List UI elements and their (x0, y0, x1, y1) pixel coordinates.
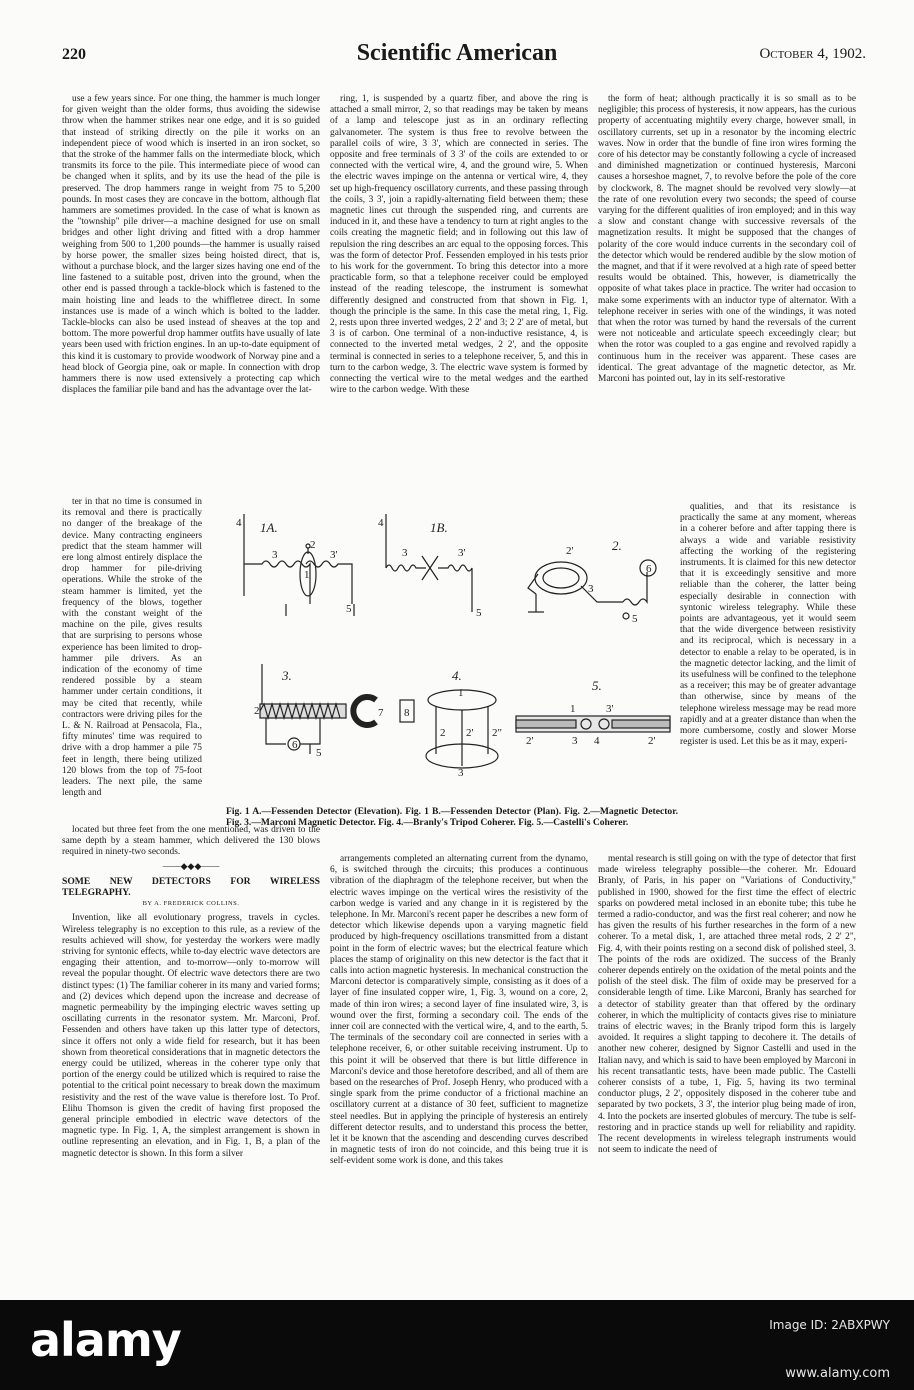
svg-text:5: 5 (346, 603, 352, 615)
section-divider: ——◆◆◆—— (162, 860, 220, 871)
detector-diagrams (226, 504, 674, 796)
svg-text:3': 3' (606, 703, 614, 715)
svg-text:5: 5 (632, 613, 638, 625)
fig-5-label: 5. (592, 678, 602, 693)
svg-text:4: 4 (236, 517, 242, 529)
svg-text:3: 3 (588, 583, 594, 595)
svg-text:2': 2' (648, 735, 656, 747)
fig-1b-diagram (378, 514, 482, 619)
body-text: use a few years since. For one thing, the hammer is much longer for given weight than the older forms, thus avoiding the sidewise throw when the hammer strikes near one edge, and it is so guided that instead of striking directly on the pile it works on an independent piece of wood which is inserted in an iron socket, so that the stroke of the hammer falls on the intermediate block, which transmits its force to the pile. This intermediate piece of wood can be changed when it splits, and by its use the head of the pile is preserved. The drop hammers range in weight from 75 to 5,200 pounds. In most cases they are concave in the bottom, although flat hammers are sometimes provided. In the case of what is known as the "township" pile driver—a machine designed for use on small bridges and other light driving and fitted with a drop hammer weighing from 500 to 1,200 pounds—the hammer is usually raised by horse power, the smaller sizes being hoisted direct, that is, without a purchase block, and the larger sizes having one end of the line fastened to a suitable post, driven into the ground, when the other end is passed through a tackle-block which is fastened to the main hoisting line and leads to the whiffletree direct. In some instances use is made of a winch which is bolted to the ladder. Tackle-blocks can also be used instead of sheaves at the top and bottom. The more powerful drop hammer outfits have usually of late years been used with friction engines. In an up-to-date equipment of this kind it is customary to provide woodwork of Norway pine and a head block of Georgia pine, oak or maple. In connection with drop hammers there is now used extensively a protecting cap which displaces the familiar pile band and has the advantage over the lat- (62, 94, 320, 396)
fig-4-diagram (426, 668, 502, 779)
body-text: the form of heat; although practically it is so small as to be negligible; this process of hysteresis, it now appears, has the curious property of accentuating mightily every charge, however small, in oscillatory currents, set up in a resonator by the incoming electric waves. Now in order that the bundle of fine iron wires forming the core of his detector may be constantly following a cycle of increased and diminished magnetization or continued hysteresis, Marconi causes a horseshoe magnet, 7, to revolve before the pole of the core by clockwork, 8. The magnet should be revolved very slowly—at the rate of one revolution every two seconds; the speed of course varying for the different qualities of iron employed; and in this way a slow and constant change with successive reversals of the magnetization results. It might be supposed that the changes of polarity of the core would induce currents in the secondary coil of the detector which would be rendered audible by the slow motion of the magnet, and that if it were revolved at a high rate of speed better results would be obtained. This, however, is diametrically the opposite of what takes place in practice. The writer had occasion to make some experiments with an inductor type of alternator. With a telephone receiver in series with one of the windings, it was noted that when the rotor was turned by hand the reversals of the current were not noticeable and articulate speech exceedingly clear; but when the rotor was coupled to a gas engine and revolved rapidly a continuous hum in the receiver was apparent. These cases are identical. The great advantage of the magnetic detector, as Mr. Marconi has pointed out, lay in its self-restorative (598, 94, 856, 385)
svg-text:2: 2 (254, 705, 260, 717)
body-text: Invention, like all evolutionary progress, travels in cycles. Wireless telegraphy is no exception to this rule, as a review of the results achieved will show, for yesterday the workers were madly striving for syntonic effects, while to-day electric wave detectors are engaging their attention, and to-morrow—only to-morrow will reveal the popular thought. Of electric wave detectors there are two distinct types: (1) The familiar coherer in its many and varied forms; and (2) devices which depend upon the increase and decrease of magnetic permeability by the impinging electric waves setting up oscillating currents in the resonator system. Mr. Marconi, Prof. Fessenden and others have taken up this latter type of detectors, since it offers not only a wide field for research, but it has been shown from theoretical considerations that in magnetic detectors the energy could be utilized, whereas in the coherer type only that portion of the energy could be utilized which is required to raise the potential to the critical point necessary to break down the maximum resistivity and the rest of the wave value is therefore lost. To Prof. Elihu Thomson is given the credit of having first proposed the general principle embodied in electric wave detectors of the magnetic type. In Fig. 1, A, the simplest arrangement is shown in outline representing an elevation, and in Fig. 1, B, a plan of the magnetic detector is shown. In this form a silver (62, 913, 320, 1159)
svg-text:5: 5 (476, 607, 482, 619)
fig-2-diagram (528, 538, 656, 625)
svg-text:1: 1 (458, 687, 464, 699)
fig-2-label: 2. (612, 538, 622, 553)
svg-text:3: 3 (458, 767, 464, 779)
svg-text:2": 2" (492, 727, 502, 739)
body-text: mental research is still going on with the type of detector that first made wireless telegraphy possible—the coherer. Mr. Edouard Branly, of Paris, in his paper on "Variations of Conductivity," published in 1900, showed for the first time the effect of electric sparks on powdered metal inclosed in an ebonite tube; this tube he termed a radio-conductor, and was the first real coherer; and now he has given the results of his further researches in the form of a new coherer. To a metal disk, 1, are attached three metal rods, 2 2' 2", Fig. 4, with their points resting on a second disk of polished steel, 3. The points of the rods are oxidized. The success of the Branly coherer depends entirely on the oxidation of the metal points and the polish of the steel disk. The film of oxide may be preserved for a considerable length of time. Like Marconi, Branly has searched for a detector of stability greater than that offered by the ordinary coherer, in which the multiplicity of contacts gives rise to miniature trains of electric waves; in the Branly tripod form this is largely avoided. It requires a slight tapping to decohere it. The details of another new coherer, designed by Signor Castelli and used in the Italian navy, and which is said to have been employed by Marconi in his recent transatlantic tests, have been made public. The Castelli coherer consists of a tube, 1, Fig. 5, having its two terminal conductor plugs, 2 2', oppositely disposed in the coherer tube and separated by two pockets, 3 3', the interior plug being made of iron, 4. Into the pockets are inserted globules of mercury. The tube is self-restoring and in practice stands up well for reliability and rapidity. The recent developments in wireless telegraph instruments would not seem to indicate the need of (598, 854, 856, 1156)
svg-text:1: 1 (304, 569, 310, 581)
alamy-logo: alamy (30, 1313, 181, 1367)
svg-text:6: 6 (292, 739, 298, 751)
article-byline: BY A. FREDERICK COLLINS. (142, 900, 240, 908)
fig-1a-label: 1A. (260, 520, 278, 535)
svg-text:2': 2' (566, 545, 574, 557)
column-3-narrow (680, 502, 856, 848)
column-1-top (62, 94, 320, 495)
issue-date: October 4, 1902. (759, 46, 866, 62)
column-3-top (598, 94, 856, 498)
svg-text:2': 2' (526, 735, 534, 747)
fig-1b-label: 1B. (430, 520, 448, 535)
figure-caption: Fig. 1 A.—Fessenden Detector (Elevation). Fig. 1 B.—Fessenden Detector (Plan). Fig. 2.—Magnetic Detector. Fig. 3.—Marconi Magnetic Detector. Fig. 4.—Branly's Tripod Coherer. Fig. 5.—Castelli's Coherer. (226, 806, 678, 828)
body-text: located but three feet from the one mentioned, was driven to the same depth by a steam hammer, which delivered the 130 blows required in ninety-two seconds. (62, 825, 320, 858)
site-url: www.alamy.com (785, 1366, 890, 1381)
svg-text:3': 3' (330, 549, 338, 561)
svg-text:4: 4 (378, 517, 384, 529)
svg-text:2: 2 (310, 539, 316, 551)
body-text: ring, 1, is suspended by a quartz fiber, and above the ring is attached a small mirror, 2, so that readings may be taken by means of a lamp and telescope just as in an ordinary reflecting galvanometer. The system is thus free to revolve between the parallel coils of wire, 3 3', which are connected in series. The opposite and free terminals of 3 3' of the coils are extended to or connected with the vertical wire, 4, and the ground wire, 5. When the electric waves impinge on the antenna or vertical wire, 4, they set up high-frequency oscillatory currents, and these passing through the coils, 3 3', join a rapidly-alternating field between them; these magnetic lines cut through the suspended ring, and currents are induced in it, and these have a tendency to turn at right angles to the coils creating the magnetic field; and in following out this law of repulsion the ring describes an arc equal to the opposing forces. This was the form of detector Prof. Fessenden employed in his tests prior to his work for the government. To bring this detector into a more practicable form, so that a telephone receiver could be employed instead of the reading telescope, the instrument is somewhat differently designed and constructed from that shown in Fig. 1, though the principle is the same. In this case the metal ring, 1, Fig. 2, rests upon three inverted wedges, 2 2' and 3; 2 2' are of metal, but 3 is of carbon. One terminal of a non-inductive resistance, 4, is connected to the inverted metal wedges, 2 2', and the opposite terminal is connected in series to a telephone receiver, 5, and this in turn to the carbon wedge, 3. The electric wave system is formed by connecting the vertical wire to the metal wedges and the earthed wire to the carbon wedge. With these (330, 94, 588, 396)
svg-text:3: 3 (402, 547, 408, 559)
svg-text:7: 7 (378, 707, 384, 719)
fig-4-label: 4. (452, 668, 462, 683)
column-3-bottom (598, 854, 856, 1293)
svg-text:3: 3 (272, 549, 278, 561)
body-text: qualities, and that its resistance is practically the same at any moment, whereas in a coherer before and after tapping there is always a wide and variable resistivity affecting the working of the registering instruments. It is claimed for this new detector that it is exceedingly sensitive and more reliable than the coherer, the latter being especially desirable in connection with syntonic wireless telegraphy. While these points are advantageous, yet it would seem that the wide divergence between resistivity and its reciprocal, which is necessary in a detector to enable a relay to be operated, is in the magnetic detector lacking, and the limit of its usefulness will be confined to the telephone as a receiver; this may be of greater advantage than otherwise, since by means of the telephone wireless message may be read more rapidly and at a greater distance than when the more cumbersome, costly and slower Morse register is used. Let this be as it may, experi- (680, 502, 856, 748)
column-2-bottom (330, 854, 588, 1293)
masthead: Scientific American (356, 40, 558, 66)
svg-text:3: 3 (572, 735, 578, 747)
svg-text:6: 6 (646, 563, 652, 575)
fig-5-diagram (516, 678, 670, 747)
fig-3-diagram (254, 664, 414, 759)
svg-text:4: 4 (594, 735, 600, 747)
column-1-bottom (62, 825, 320, 1293)
svg-text:3': 3' (458, 547, 466, 559)
column-1-narrow (62, 497, 202, 823)
article-headline: SOME NEW DETECTORS FOR WIRELESS TELEGRAPHY. (62, 875, 320, 899)
body-text: arrangements completed an alternating current from the dynamo, 6, is switched through the circuits; this produces a continuous vibration of the diaphragm of the telephone receiver, but when the electric waves impinge on the vertical wires the resistivity of the carbon wedge is varied and any change in it is registered by the telephone. In Mr. Marconi's recent paper he describes a new form of detector which likewise depends upon a varying magnetic field produced by high-frequency oscillations transmitted from a distant point in the form of electric waves; but the electrical feature which places the stamp of originality on this new detector is the fact that it calls into action magnetic hysteresis. In mechanical construction the Marconi detector is comparatively simple, consisting as it does of a layer of fine insulated copper wire, 1, Fig. 3, wound on a core, 2, made of thin iron wires; a second layer of fine insulated wire, 3, is wound over the first, forming a secondary coil. The ends of the inner coil are connected with the vertical wire, 4, and to the earth, 5. The terminals of the secondary coil are connected in series with a telephone receiver, 6, or other suitable receiving instrument. Up to this point it will be observed that there is but little difference in Marconi's device and those heretofore described, and all of them are based on the researches of Prof. Joseph Henry, who produced with a single spark from the prime conductor of a frictional machine an oscillatory current at a distance of 30 feet, sufficient to magnetize steel needles. But in applying the principle of hysteresis an entirely different detector results, and to understand this process the better, let it be known that the ascending and descending curves described in magnetic tests of iron do not coincide, and this being true it is self-evident some work is done, and this takes (330, 854, 588, 1167)
column-2-top (330, 94, 588, 506)
fig-3-label: 3. (282, 668, 292, 683)
svg-text:5: 5 (316, 747, 322, 759)
svg-text:8: 8 (404, 707, 410, 719)
image-id: Image ID: 2ABXPWY (769, 1318, 890, 1332)
svg-text:2': 2' (466, 727, 474, 739)
svg-text:1: 1 (570, 703, 576, 715)
watermark-bar (0, 1300, 914, 1390)
fig-1a-diagram (236, 514, 354, 616)
page-number: 220 (62, 46, 86, 63)
svg-text:2: 2 (440, 727, 446, 739)
body-text: ter in that no time is consumed in its removal and there is practically no danger of the breakage of the device. Many contracting engineers predict that the steam hammer will ere long almost entirely displace the drop hammer for pile-driving operations. While the stroke of the steam hammer is limited, yet the frequency of the blows, together with the constant weight of the machine on the pile, gives results that are surprising to persons whose experience has been limited to drop-hammer pile drivers. As an indication of the economy of time rendered possible by a steam hammer under certain conditions, it may be cited that recently, while contractors were driving piles for the L. & N. Railroad at Pensacola, Fla., fifty minutes' time was required to drive with a drop hammer a pile 75 feet in length, there being utilized 120 blows from the top of 75-foot leaders. The next pile, the same length and (62, 497, 202, 799)
